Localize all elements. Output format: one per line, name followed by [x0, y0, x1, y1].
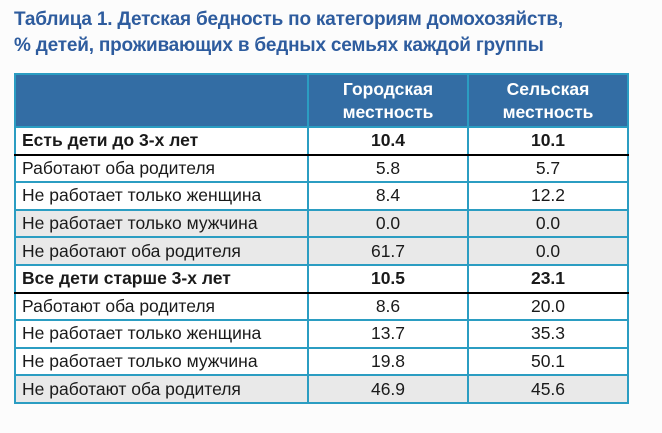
urban-value: 13.7 — [308, 320, 468, 348]
table-row — [15, 210, 628, 238]
table-row — [15, 348, 628, 376]
row-label: Не работают оба родителя — [15, 375, 308, 403]
row-label: Не работает только женщина — [15, 182, 308, 210]
table-title — [14, 7, 648, 59]
table-row — [15, 293, 628, 321]
row-label: Все дети старше 3-х лет — [15, 265, 308, 293]
header-empty-cell — [15, 74, 308, 127]
rural-value: 0.0 — [468, 237, 628, 265]
table-row — [15, 265, 628, 293]
urban-value: 8.4 — [308, 182, 468, 210]
header-rural: Сельская местность — [468, 74, 628, 127]
rural-value: 0.0 — [468, 210, 628, 238]
urban-value: 19.8 — [308, 348, 468, 376]
table-title-line1: Таблица 1. Детская бедность по категориям домохозяйств, — [14, 9, 563, 30]
row-label: Не работают оба родителя — [15, 237, 308, 265]
table-title-line2: % детей, проживающих в бедных семьях каждой группы — [14, 35, 544, 56]
urban-value: 46.9 — [308, 375, 468, 403]
urban-value: 10.5 — [308, 265, 468, 293]
urban-value: 61.7 — [308, 237, 468, 265]
row-label: Не работает только женщина — [15, 320, 308, 348]
rural-value: 50.1 — [468, 348, 628, 376]
rural-value: 35.3 — [468, 320, 628, 348]
table-body — [15, 127, 628, 403]
table-row — [15, 182, 628, 210]
rural-value: 23.1 — [468, 265, 628, 293]
table-row — [15, 320, 628, 348]
header-row — [15, 74, 628, 127]
table-row — [15, 155, 628, 183]
row-label: Работают оба родителя — [15, 293, 308, 321]
rural-value: 20.0 — [468, 293, 628, 321]
rural-value: 12.2 — [468, 182, 628, 210]
urban-value: 10.4 — [308, 127, 468, 155]
row-label: Работают оба родителя — [15, 155, 308, 183]
urban-value: 0.0 — [308, 210, 468, 238]
child-poverty-table — [14, 73, 629, 404]
table-row — [15, 127, 628, 155]
row-label: Не работает только мужчина — [15, 348, 308, 376]
table-row — [15, 375, 628, 403]
rural-value: 45.6 — [468, 375, 628, 403]
rural-value: 5.7 — [468, 155, 628, 183]
row-label: Есть дети до 3-х лет — [15, 127, 308, 155]
urban-value: 8.6 — [308, 293, 468, 321]
urban-value: 5.8 — [308, 155, 468, 183]
rural-value: 10.1 — [468, 127, 628, 155]
table-row — [15, 237, 628, 265]
row-label: Не работает только мужчина — [15, 210, 308, 238]
header-urban: Городская местность — [308, 74, 468, 127]
